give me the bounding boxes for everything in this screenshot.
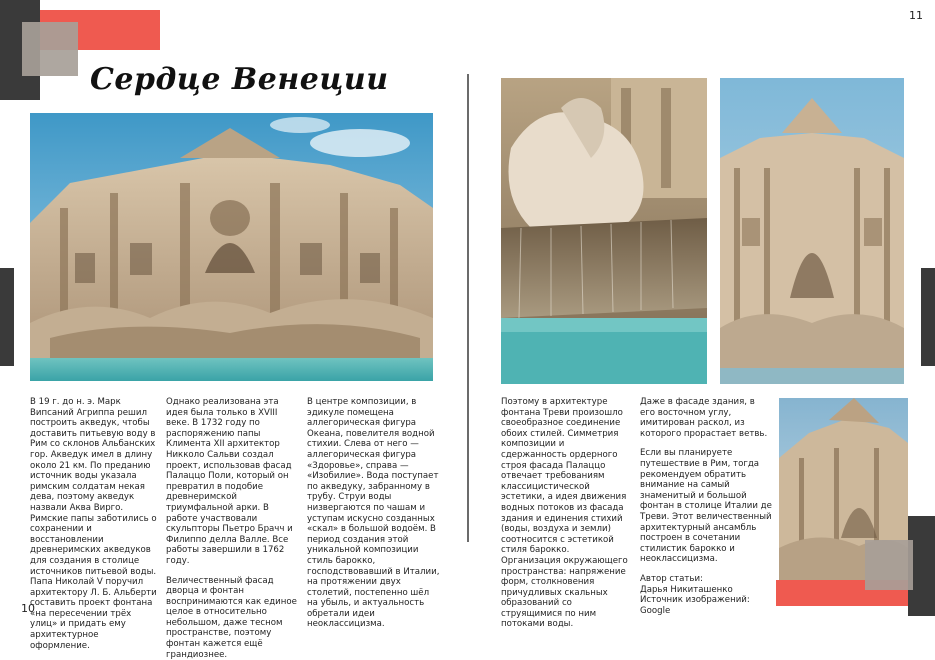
paragraph: Величественный фасад дворца и фонтан воспринимаются как единое целое в относительно небольшом, даже тесном пространстве, поэтому фонтан кажется ещё грандиознее. [166, 576, 298, 660]
page-number-right: 11 [909, 9, 923, 22]
bottom-gray-block [865, 540, 913, 590]
page-number-left: 10 [21, 602, 35, 615]
left-edge-bar [0, 268, 14, 366]
trevi-fountain-main-photo [30, 113, 433, 381]
images-source: Google [640, 606, 772, 617]
author-name: Дарья Никиташенко [640, 585, 772, 596]
text-column-3 [307, 397, 441, 630]
trevi-facade-photo [720, 78, 904, 384]
author-label: Автор статьи: [640, 574, 772, 585]
images-source-label: Источник изображений: [640, 595, 772, 606]
corner-gray-block [22, 22, 78, 76]
page-title: Сердце Венеции [90, 62, 389, 97]
text-column-4 [501, 397, 629, 630]
paragraph: Поэтому в архитектуре фонтана Треви произошло своеобразное соединение обоих стилей. Симметрия композиции и сдержанность ордерного строя фасада Палаццо отвечает требованиям классицистической эстетики, а идея движения водных потоков из фасада здания и единения стихий (воды, воздуха и земли) соотносится с эстетикой стиля барокко. Организация окружающего пространства: напряжение форм, столкновения причудливых скальных образований со струящимися по ним потоками воды. [501, 397, 629, 630]
text-column-1 [30, 397, 160, 651]
credits [640, 574, 772, 616]
paragraph: Даже в фасаде здания, в его восточном углу, имитирован раскол, из которого прорастает ветвь. [640, 397, 772, 439]
text-column-2 [166, 397, 298, 660]
paragraph: Если вы планируете путешествие в Рим, тогда рекомендуем обратить внимание на самый знаменитый и большой фонтан в столице Италии де Треви. Этот величественный архитектурный ансамбль построен в сочетании стилистик барокко и неоклассицизма. [640, 448, 772, 565]
right-edge-bar [921, 268, 935, 366]
paragraph: В центре композиции, в эдикуле помещена аллегорическая фигура Океана, повелителя водной стихии. Слева от него — аллегорическая фигура «Здоровье», справа — «Изобилие». Вода поступает по акведуку, забранному в трубу. Струи воды низвергаются по чашам и уступам искусно созданных «скал» в большой водоём. В период создания этой уникальной композиции стиль барокко, господствовавший в Италии, на протяжении двух столетий, постепенно шёл на убыль, и актуальность обретали идеи неоклассицизма. [307, 397, 441, 630]
paragraph: В 19 г. до н. э. Марк Випсаний Агриппа решил построить акведук, чтобы доставить питьевую воду в Рим со склонов Альбанских гор. Акведук имел в длину около 21 км. По преданию источник воды указала римским солдатам некая дева, поэтому акведук назвали Аква Вирго. Римские папы заботились о сохранении и восстановлении древнеримских акведуков для создания в столице источников питьевой воды. Папа Николай V поручил архитектору Л. Б. Альберти составить проект фонтана «на пересечении трёх улиц» и придать ему архитектурное оформление. [30, 397, 160, 651]
paragraph: Однако реализована эта идея была только в XVIII веке. В 1732 году по распоряжению папы Климента XII архитектор Никколо Сальви создал проект, использовав фасад Палаццо Поли, который он превратил в подобие древнеримской триумфальной арки. В работе участвовали скульпторы Пьетро Брачч и Филиппо делла Валле. Все работы завершили в 1762 году. [166, 397, 298, 567]
text-column-5 [640, 397, 772, 616]
sculpture-closeup-photo [501, 78, 707, 384]
page-divider [467, 74, 469, 542]
